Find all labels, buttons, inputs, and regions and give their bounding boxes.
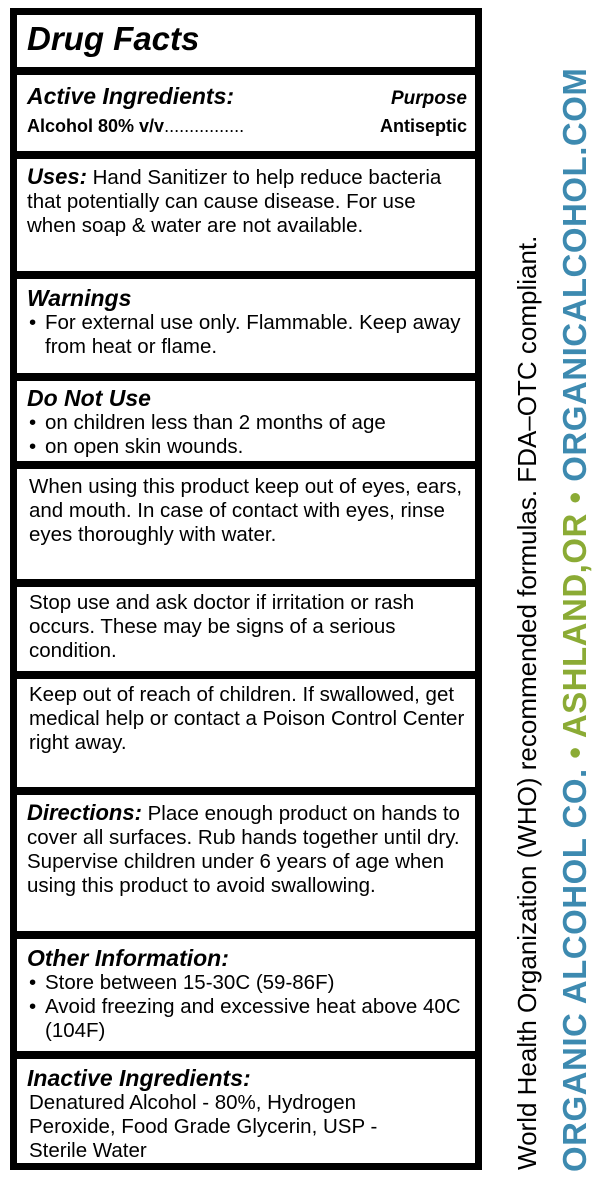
do-not-use-heading: Do Not Use	[27, 385, 151, 411]
active-ingredients-section	[17, 75, 475, 151]
divider	[17, 1051, 475, 1059]
divider	[17, 931, 475, 939]
do-not-use-item: • on open skin wounds.	[29, 435, 244, 458]
inactive-ingredients-text: Denatured Alcohol - 80%, Hydrogen Peroxide, Food Grade Glycerin, USP - Sterile Water	[29, 1091, 378, 1162]
stop-use-text: Stop use and ask doctor if irritation or rash occurs. These may be signs of a serious condition.	[29, 591, 415, 662]
other-info-heading: Other Information:	[27, 945, 229, 971]
divider	[17, 787, 475, 795]
other-info-section	[17, 939, 475, 1051]
separator-dot: •	[556, 481, 593, 514]
company-location: ASHLAND,OR	[556, 513, 593, 739]
separator-dot: •	[556, 738, 593, 769]
stop-use-section	[17, 587, 475, 671]
inactive-ingredients-section	[17, 1059, 475, 1163]
directions-section	[17, 795, 475, 931]
directions-text: Place enough product on hands to cover all surfaces. Rub hands together until dry. Supervise children under 6 years of age when using this product to avoid swallowing.	[27, 802, 460, 897]
warnings-heading: Warnings	[27, 285, 132, 311]
warnings-item: • For external use only. Flammable. Keep away from heat or flame.	[29, 311, 461, 358]
company-website: ORGANICALCOHOL.COM	[556, 67, 593, 482]
do-not-use-section	[17, 381, 475, 461]
when-using-section	[17, 469, 475, 579]
active-ingredient: Alcohol 80% v/v	[27, 116, 165, 136]
divider	[17, 671, 475, 679]
uses-heading: Uses:	[27, 164, 87, 189]
keep-out-section	[17, 679, 475, 787]
uses-section	[17, 159, 475, 271]
divider	[17, 67, 475, 75]
company-name: ORGANIC ALCOHOL CO.	[556, 768, 593, 1172]
divider	[17, 373, 475, 381]
divider	[17, 461, 475, 469]
directions-heading: Directions:	[27, 800, 142, 825]
drug-facts-title-box	[17, 15, 475, 67]
do-not-use-item: • on children less than 2 months of age	[29, 411, 386, 434]
warnings-section	[17, 279, 475, 373]
divider	[17, 271, 475, 279]
leader-dots: ................	[164, 116, 245, 136]
who-compliance-text: World Health Organization (WHO) recommended formulas. FDA–OTC compliant.	[512, 235, 542, 1170]
active-ingredients-heading: Active Ingredients:	[27, 83, 235, 109]
purpose-heading: Purpose	[390, 88, 467, 109]
company-line	[556, 68, 594, 1172]
active-ingredient-line	[27, 116, 244, 137]
drug-facts-panel	[10, 8, 482, 1170]
divider	[17, 151, 475, 159]
divider	[17, 579, 475, 587]
inactive-ingredients-heading: Inactive Ingredients:	[27, 1065, 251, 1091]
active-purpose: Antiseptic	[379, 116, 467, 136]
when-using-text: When using this product keep out of eyes, ears, and mouth. In case of contact with eyes, rinse eyes thoroughly with water.	[29, 475, 463, 546]
keep-out-text: Keep out of reach of children. If swallowed, get medical help or contact a Poison Control Center right away.	[29, 683, 465, 754]
other-info-item: • Store between 15-30C (59-86F)	[29, 971, 335, 994]
other-info-item: • Avoid freezing and excessive heat above 40C (104F)	[29, 995, 461, 1042]
uses-text: Hand Sanitizer to help reduce bacteria that potentially can cause disease. For use when soap & water are not available.	[27, 166, 442, 237]
drug-facts-title: Drug Facts	[27, 20, 200, 57]
